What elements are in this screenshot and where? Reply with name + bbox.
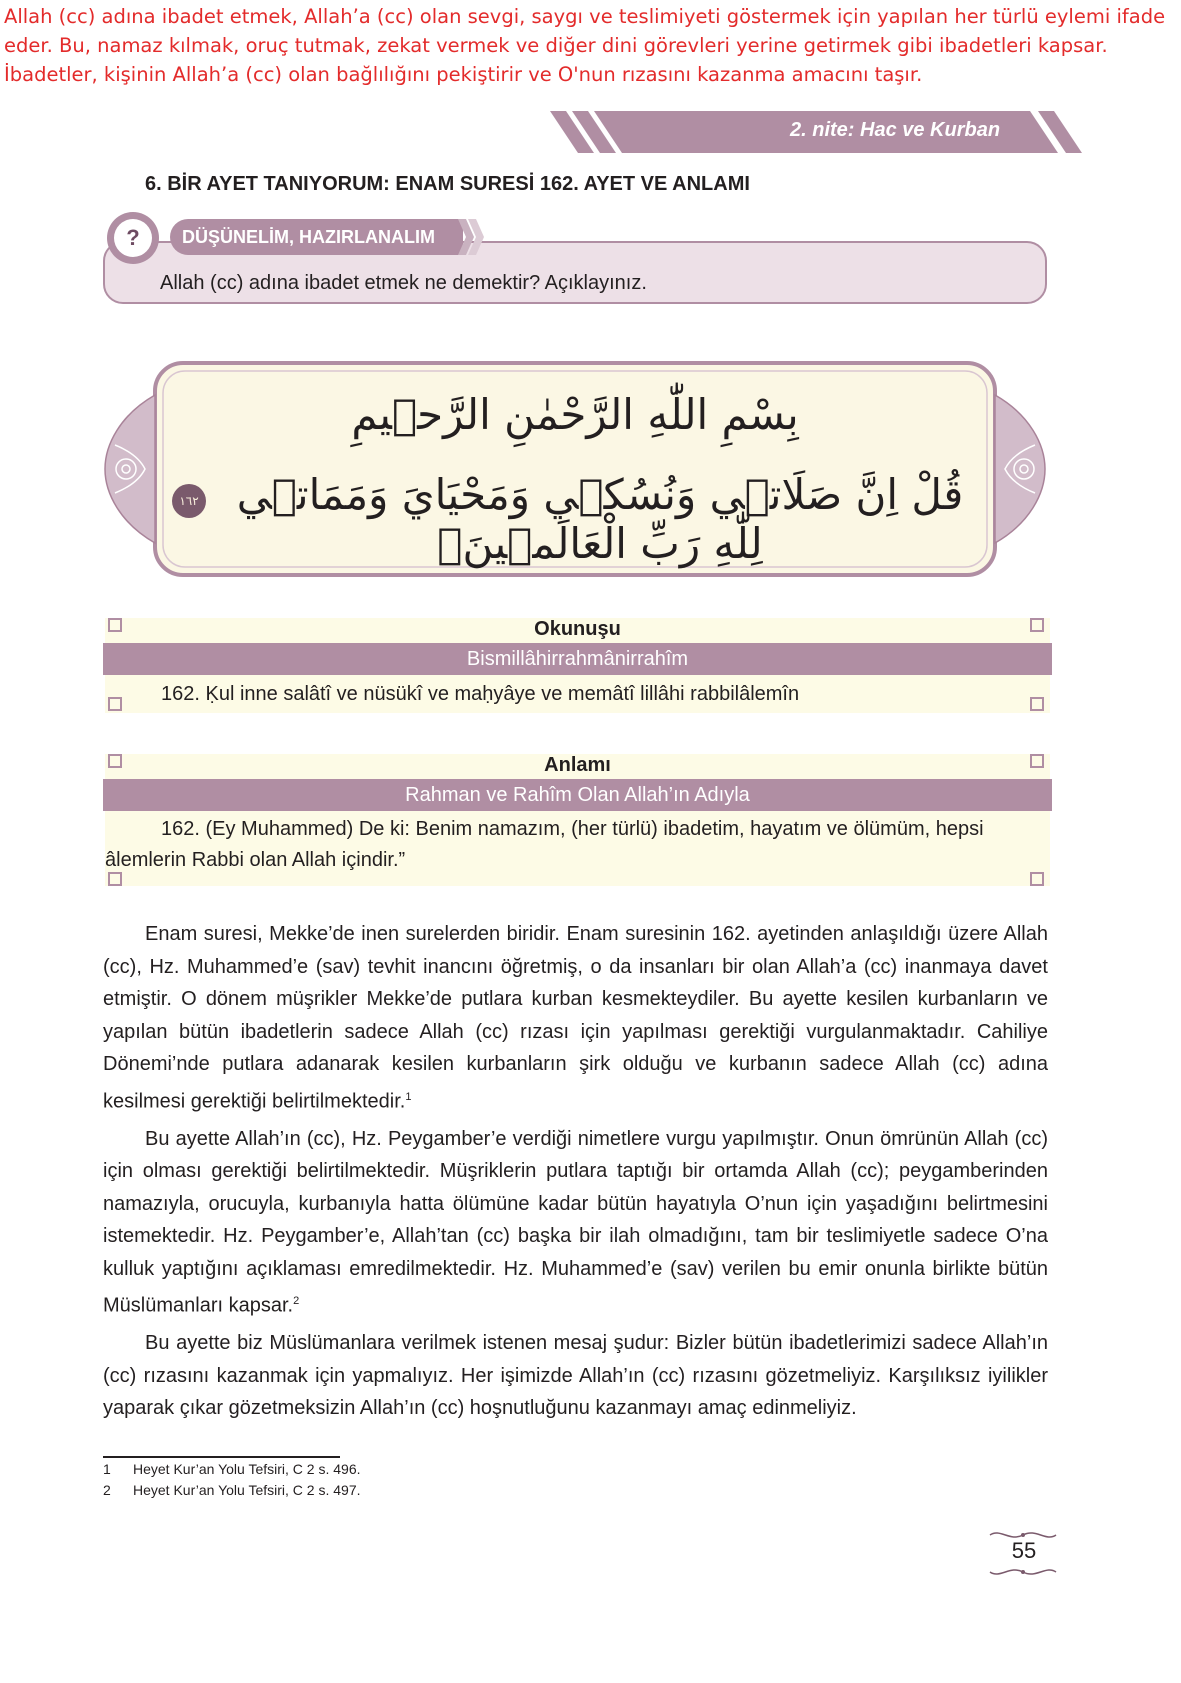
body-paragraph: Enam suresi, Mekke’de inen surelerden biridir. Enam suresinin 162. ayetinden anlaşıldığı üzere Allah (cc), Hz. Muhammed’e (sav) tevhit inancını öğretmiş, o da insanları bir olan Allah’a (cc) inanmaya davet etmiştir. O dönem müşrikler Mekke’de putlara kurban kesmekteydiler. Bu ayette kesilen kurbanların ve yapılan bütün ibadetlerin sadece Allah (cc) rızası için yapılması gerektiği vurgulanmaktadır. Cahiliye Dönemi’nde putlara adanarak kesilen kurbanların şirk olduğu ve kurbanın sadece Allah (cc) adına kesilmesi gerektiği belirtilmektedir.$^1$ <box>103 923 1048 1113</box>
question-bubble-icon <box>107 212 159 264</box>
meaning-panel <box>105 754 1050 886</box>
corner-ornament <box>1030 754 1044 768</box>
page-ornament-bottom <box>988 1565 1058 1579</box>
corner-ornament <box>1030 618 1044 632</box>
corner-ornament <box>1030 697 1044 711</box>
reading-title: Okunuşu <box>534 618 621 640</box>
corner-ornament <box>108 754 122 768</box>
reading-band: Bismillâhirrahmânirrahîm <box>103 643 1052 675</box>
overlay-note <box>4 2 1174 89</box>
basmala: بِسْمِ اللّٰهِ الرَّحْمٰنِ الرَّح۪يمِ <box>351 390 799 439</box>
note-line-3: İbadetler, kişinin Allah’a (cc) olan bağlılığını pekiştirir ve O'nun rızasını kazanma amacını taşır. <box>4 63 923 86</box>
verse-number-badge: ١٦٢ <box>172 484 206 518</box>
body-paragraph: Bu ayette biz Müslümanlara verilmek istenen mesaj şudur: Bizler bütün ibadetlerimizi sadece Allah’ın (cc) rızasını kazanmak için yapmalıyız. Her işimizde Allah’ın (cc) rızasını gözetmeliyiz. Karşılıksız iyilikler yaparak çıkar gözetmeksizin Allah’ın (cc) hoşnutluğunu kazanmayı amaç edinmeliyiz. <box>103 1332 1048 1420</box>
footnote-rule <box>103 1456 340 1458</box>
reading-text: 162. Ḳul inne salâtî ve nüsükî ve maḥyâye ve memâtî lillâhi rabbilâlemîn <box>161 683 800 705</box>
section-title: 6. BİR AYET TANIYORUM: ENAM SURESİ 162. AYET VE ANLAMI <box>145 173 750 195</box>
arabic-verse: قُلْ اِنَّ صَلَات۪ي وَنُسُك۪ي وَمَحْيَايَ وَمَمَات۪ي لِلّٰهِ رَبِّ الْعَالَم۪ينَۙ <box>236 470 964 568</box>
tab-chevrons <box>458 219 486 255</box>
page-number: 55 <box>1011 1538 1037 1563</box>
meaning-title: Anlamı <box>544 754 611 776</box>
corner-ornament <box>108 872 122 886</box>
body-text <box>103 918 1048 1430</box>
corner-ornament <box>1030 872 1044 886</box>
footnote: 1 Heyet Kur’an Yolu Tefsiri, C 2 s. 496. <box>103 1461 361 1477</box>
footnote-ref: 2 <box>293 1295 300 1308</box>
body-paragraph: Bu ayette Allah’ın (cc), Hz. Peygamber’e verdiği nimetlere vurgu yapılmıştır. Onun ömrünün Allah (cc) için olması gerektiği belirtilmektedir. Müşriklerin putlara taptığı bir ortamda Allah (cc); peygamberinden namazıyla, orucuyla, kurbanıyla hatta ölümüne kadar bütün hayatıyla O’nun için yaşadığını belirtmesini istemektedir. Hz. Peygamber’e, Allah’tan (cc) başka bir ilah olmadığını, tam bir teslimiyetle sadece O’na kulluk yaptığını açıklaması emredilmektedir. Hz. Muhammed’e (sav) verilen bu emir onunla birlikte bütün Müslümanları kapsar.$^2$ <box>103 1127 1048 1317</box>
footnote: 2 Heyet Kur’an Yolu Tefsiri, C 2 s. 497. <box>103 1482 361 1498</box>
note-line-2: eder. Bu, namaz kılmak, oruç tutmak, zekat vermek ve diğer dini görevleri yerine getirmek gibi ibadetleri kapsar. <box>4 34 1108 57</box>
think-tab: DÜŞÜNELİM, HAZIRLANALIM <box>170 219 463 255</box>
reading-panel <box>105 618 1050 713</box>
meaning-text-line-1: 162. (Ey Muhammed) De ki: Benim namazım, (her türlü) ibadetim, hayatım ve ölümüm, hepsi <box>161 818 984 840</box>
footnote-ref: 1 <box>405 1090 412 1103</box>
meaning-text-line-2: âlemlerin Rabbi olan Allah içindir.” <box>105 849 406 871</box>
meaning-band: Rahman ve Rahîm Olan Allah’ın Adıyla <box>103 779 1052 811</box>
corner-ornament <box>108 618 122 632</box>
corner-ornament <box>108 697 122 711</box>
note-line-1: Allah (cc) adına ibadet etmek, Allah’a (cc) olan sevgi, saygı ve teslimiyeti göstermek için yapılan her türlü eylemi ifade <box>4 5 1166 28</box>
question-mark: ? <box>114 219 152 257</box>
think-question: Allah (cc) adına ibadet etmek ne demektir? Açıklayınız. <box>160 272 647 294</box>
unit-label: 2. nite: Hac ve Kurban <box>790 119 1001 141</box>
